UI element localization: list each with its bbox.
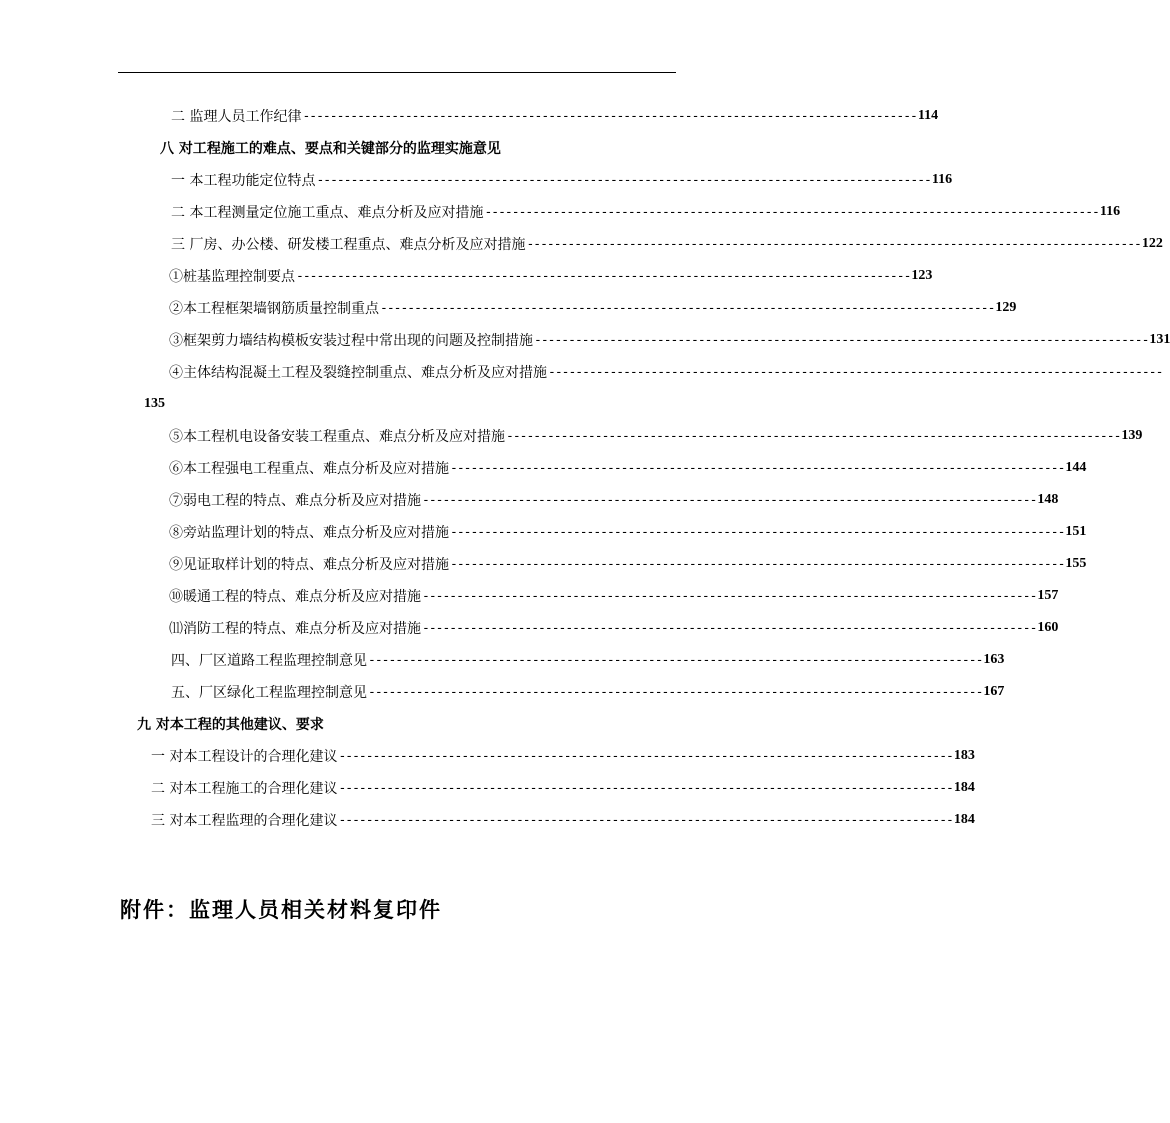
toc-page-number: 129 <box>995 300 1017 315</box>
toc-leader: ------------------------------------------------------------------------------------------ <box>296 268 911 284</box>
toc-entry-label: ④主体结构混凝土工程及裂缝控制重点、难点分析及应对措施 <box>169 365 547 381</box>
toc-entry[interactable] <box>169 489 1059 511</box>
toc-leader: ------------------------------------------------------------------------------------------ <box>548 364 1163 380</box>
toc-page-number: 184 <box>953 812 975 827</box>
toc-page-number: 151 <box>1065 524 1087 539</box>
toc-page-number: 167 <box>983 684 1005 699</box>
toc-entry[interactable] <box>171 233 1163 255</box>
toc-entry-label: 二 本工程测量定位施工重点、难点分析及应对措施 <box>171 205 484 221</box>
toc-page-number: 144 <box>1065 460 1087 475</box>
toc-page-number: 122 <box>1141 236 1163 251</box>
toc-entry-label: 五、厂区绿化工程监理控制意见 <box>171 685 367 701</box>
toc-section-heading[interactable] <box>137 713 324 735</box>
toc-entry[interactable] <box>171 681 1005 703</box>
toc-entry[interactable] <box>169 265 933 287</box>
toc-entry[interactable] <box>169 361 1163 383</box>
toc-entry-label: ⑦弱电工程的特点、难点分析及应对措施 <box>169 493 421 509</box>
toc-page-number: 155 <box>1065 556 1087 571</box>
toc-entry-label: 一 本工程功能定位特点 <box>171 173 316 189</box>
toc-entry-label: ⑩暖通工程的特点、难点分析及应对措施 <box>169 589 421 605</box>
toc-entry[interactable] <box>151 809 975 831</box>
toc-page-number: 160 <box>1037 620 1059 635</box>
toc-leader: ------------------------------------------------------------------------------------------ <box>422 492 1037 508</box>
toc-entry[interactable] <box>171 201 1121 223</box>
toc-entry-label: ②本工程框架墙钢筋质量控制重点 <box>169 301 379 317</box>
toc-leader: ------------------------------------------------------------------------------------------ <box>484 204 1099 220</box>
toc-page-number: 163 <box>983 652 1005 667</box>
toc-page-number: 148 <box>1037 492 1059 507</box>
toc-page-number: 184 <box>953 780 975 795</box>
toc-page-number: 139 <box>1121 428 1143 443</box>
toc-entry[interactable] <box>169 585 1059 607</box>
toc-leader: ------------------------------------------------------------------------------------------ <box>534 332 1149 348</box>
header-rule <box>118 72 676 73</box>
toc-page-number: 116 <box>931 172 953 187</box>
toc-entry[interactable] <box>169 457 1087 479</box>
toc-section-heading[interactable] <box>160 137 501 159</box>
toc-entry-label: 二 监理人员工作纪律 <box>171 109 302 125</box>
toc-entry-label: 九 对本工程的其他建议、要求 <box>137 717 324 733</box>
toc-leader: ------------------------------------------------------------------------------------------ <box>380 300 995 316</box>
appendix-title: 附件：监理人员相关材料复印件 <box>120 898 442 922</box>
toc-entry[interactable] <box>169 425 1143 447</box>
toc-entry-label: 四、厂区道路工程监理控制意见 <box>171 653 367 669</box>
toc-leader: ------------------------------------------------------------------------------------------ <box>450 524 1065 540</box>
toc-entry-label: ⑤本工程机电设备安装工程重点、难点分析及应对措施 <box>169 429 505 445</box>
toc-leader: ------------------------------------------------------------------------------------------ <box>422 620 1037 636</box>
toc-entry[interactable] <box>171 105 939 127</box>
toc-entry[interactable] <box>169 521 1087 543</box>
toc-entry-label: ⑾消防工程的特点、难点分析及应对措施 <box>169 621 421 637</box>
toc-leader: ------------------------------------------------------------------------------------------ <box>450 556 1065 572</box>
toc-leader: ------------------------------------------------------------------------------------------ <box>450 460 1065 476</box>
toc-leader: ------------------------------------------------------------------------------------------ <box>302 108 917 124</box>
toc-page-number: 131 <box>1149 332 1170 347</box>
toc-leader: ------------------------------------------------------------------------------------------ <box>316 172 931 188</box>
toc-leader: ------------------------------------------------------------------------------------------ <box>368 652 983 668</box>
toc-leader: ------------------------------------------------------------------------------------------ <box>422 588 1037 604</box>
toc-entry-label: ⑥本工程强电工程重点、难点分析及应对措施 <box>169 461 449 477</box>
toc-page-number: 183 <box>953 748 975 763</box>
toc-entry-label: 二 对本工程施工的合理化建议 <box>151 781 338 797</box>
toc-page-number: 157 <box>1037 588 1059 603</box>
toc-entry[interactable] <box>169 617 1059 639</box>
toc-entry[interactable] <box>169 553 1087 575</box>
toc-entry-label: 三 对本工程监理的合理化建议 <box>151 813 338 829</box>
toc-entry-label: ⑧旁站监理计划的特点、难点分析及应对措施 <box>169 525 449 541</box>
toc-entry-label: ③框架剪力墙结构模板安装过程中常出现的问题及控制措施 <box>169 333 533 349</box>
toc-entry-label: 三 厂房、办公楼、研发楼工程重点、难点分析及应对措施 <box>171 237 526 253</box>
toc-entry[interactable] <box>151 745 975 767</box>
toc-entry[interactable] <box>169 329 1170 351</box>
toc-page-number: 116 <box>1099 204 1121 219</box>
toc-leader: ------------------------------------------------------------------------------------------ <box>338 780 953 796</box>
toc-leader: ------------------------------------------------------------------------------------------ <box>506 428 1121 444</box>
toc-entry-label: 八 对工程施工的难点、要点和关键部分的监理实施意见 <box>160 141 501 157</box>
toc-leader: ------------------------------------------------------------------------------------------ <box>526 236 1141 252</box>
toc-leader: ------------------------------------------------------------------------------------------ <box>338 812 953 828</box>
toc-entry[interactable] <box>169 297 1017 319</box>
toc-entry-label: 一 对本工程设计的合理化建议 <box>151 749 338 765</box>
toc-leader: ------------------------------------------------------------------------------------------ <box>338 748 953 764</box>
toc-page-number: 135 <box>144 396 165 411</box>
toc-page-number: 114 <box>917 108 939 123</box>
toc-entry-label: ①桩基监理控制要点 <box>169 269 295 285</box>
toc-page-number: 123 <box>911 268 933 283</box>
toc-entry[interactable] <box>171 649 1005 671</box>
toc-leader: ------------------------------------------------------------------------------------------ <box>368 684 983 700</box>
toc-entry-label: ⑨见证取样计划的特点、难点分析及应对措施 <box>169 557 449 573</box>
toc-entry[interactable] <box>171 169 953 191</box>
toc-entry[interactable] <box>151 777 975 799</box>
